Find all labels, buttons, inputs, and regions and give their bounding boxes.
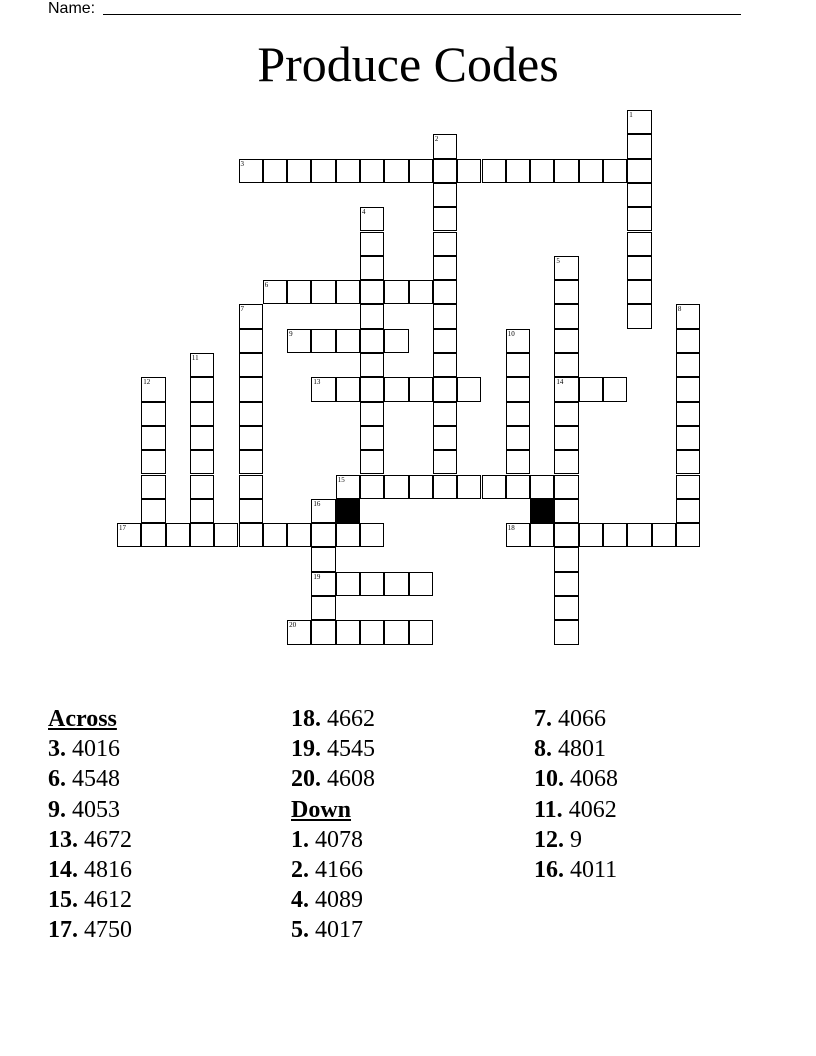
clue-across-6: 6. 4548 xyxy=(48,766,120,793)
grid-cell[interactable] xyxy=(360,402,384,426)
grid-cell[interactable] xyxy=(190,377,214,401)
clue-across-20: 20. 4608 xyxy=(291,766,375,793)
grid-cell[interactable] xyxy=(360,377,384,401)
grid-cell[interactable] xyxy=(141,377,165,401)
cell-number: 3 xyxy=(240,159,244,168)
grid-cell[interactable] xyxy=(360,353,384,377)
grid-cell[interactable] xyxy=(239,426,263,450)
grid-cell[interactable] xyxy=(506,450,530,474)
grid-cell[interactable] xyxy=(239,523,263,547)
cell-number: 20 xyxy=(289,621,297,630)
grid-cell[interactable] xyxy=(676,426,700,450)
grid-cell[interactable] xyxy=(239,304,263,328)
clue-down-1: 1. 4078 xyxy=(291,826,363,853)
grid-cell[interactable] xyxy=(554,499,578,523)
grid-cell[interactable] xyxy=(457,159,481,183)
cell-number: 5 xyxy=(556,256,560,265)
black-square xyxy=(336,499,360,523)
grid-cell[interactable] xyxy=(676,304,700,328)
grid-cell[interactable] xyxy=(287,620,311,644)
grid-cell[interactable] xyxy=(554,523,578,547)
grid-cell[interactable] xyxy=(433,207,457,231)
clue-column-2 xyxy=(291,704,375,946)
grid-cell[interactable] xyxy=(433,304,457,328)
grid-cell[interactable] xyxy=(117,523,141,547)
grid-cell[interactable] xyxy=(627,159,651,183)
grid-cell[interactable] xyxy=(287,280,311,304)
black-square xyxy=(530,499,554,523)
grid-cell[interactable] xyxy=(190,426,214,450)
grid-cell[interactable] xyxy=(433,232,457,256)
grid-cell[interactable] xyxy=(239,329,263,353)
cell-number: 10 xyxy=(507,329,515,338)
clue-across-15: 15. 4612 xyxy=(48,887,132,914)
grid-cell[interactable] xyxy=(336,280,360,304)
grid-cell[interactable] xyxy=(433,475,457,499)
grid-cell[interactable] xyxy=(627,110,651,134)
clue-across-9: 9. 4053 xyxy=(48,796,120,823)
grid-cell[interactable] xyxy=(166,523,190,547)
grid-cell[interactable] xyxy=(336,572,360,596)
grid-cell[interactable] xyxy=(627,183,651,207)
grid-cell[interactable] xyxy=(287,329,311,353)
grid-cell[interactable] xyxy=(360,450,384,474)
grid-cell[interactable] xyxy=(554,329,578,353)
grid-cell[interactable] xyxy=(311,499,335,523)
grid-cell[interactable] xyxy=(311,572,335,596)
grid-cell[interactable] xyxy=(554,475,578,499)
grid-cell[interactable] xyxy=(239,159,263,183)
grid-cell[interactable] xyxy=(311,523,335,547)
grid-cell[interactable] xyxy=(311,547,335,571)
grid-cell[interactable] xyxy=(554,620,578,644)
clue-down-7: 7. 4066 xyxy=(534,706,606,732)
grid-cell[interactable] xyxy=(676,402,700,426)
grid-cell[interactable] xyxy=(554,353,578,377)
grid-cell[interactable] xyxy=(506,159,530,183)
name-label: Name: xyxy=(48,0,96,17)
clue-across-19: 19. 4545 xyxy=(291,736,375,763)
grid-cell[interactable] xyxy=(287,523,311,547)
clue-down-8: 8. 4801 xyxy=(534,736,606,763)
grid-cell[interactable] xyxy=(360,304,384,328)
grid-cell[interactable] xyxy=(239,353,263,377)
grid-cell[interactable] xyxy=(627,134,651,158)
grid-cell[interactable] xyxy=(554,402,578,426)
grid-cell[interactable] xyxy=(384,620,408,644)
cell-number: 8 xyxy=(677,305,682,314)
grid-cell[interactable] xyxy=(360,207,384,231)
grid-cell[interactable] xyxy=(141,475,165,499)
grid-cell[interactable] xyxy=(141,426,165,450)
clue-across-18: 18. 4662 xyxy=(291,706,375,732)
clue-across-13: 13. 4672 xyxy=(48,826,132,853)
grid-cell[interactable] xyxy=(603,159,627,183)
name-field[interactable] xyxy=(48,0,95,18)
grid-cell[interactable] xyxy=(554,377,578,401)
clue-down-16: 16. 4011 xyxy=(534,857,618,884)
grid-cell[interactable] xyxy=(287,159,311,183)
clue-column-3 xyxy=(534,704,618,885)
grid-cell[interactable] xyxy=(433,159,457,183)
grid-cell[interactable] xyxy=(360,620,384,644)
grid-cell[interactable] xyxy=(457,475,481,499)
grid-cell[interactable] xyxy=(579,159,603,183)
grid-cell[interactable] xyxy=(433,353,457,377)
clue-across-17: 17. 4750 xyxy=(48,917,132,944)
grid-cell[interactable] xyxy=(141,499,165,523)
grid-cell[interactable] xyxy=(384,572,408,596)
grid-cell[interactable] xyxy=(239,450,263,474)
cell-number: 14 xyxy=(556,378,564,387)
grid-cell[interactable] xyxy=(409,159,433,183)
grid-cell[interactable] xyxy=(433,450,457,474)
grid-cell[interactable] xyxy=(433,377,457,401)
clue-down-11: 11. 4062 xyxy=(534,796,617,823)
cell-number: 18 xyxy=(507,524,515,533)
grid-cell[interactable] xyxy=(554,280,578,304)
clue-down-2: 2. 4166 xyxy=(291,857,363,884)
grid-cell[interactable] xyxy=(360,523,384,547)
grid-cell[interactable] xyxy=(190,499,214,523)
grid-cell[interactable] xyxy=(506,426,530,450)
grid-cell[interactable] xyxy=(190,402,214,426)
grid-cell[interactable] xyxy=(676,329,700,353)
clue-down-10: 10. 4068 xyxy=(534,766,618,793)
grid-cell[interactable] xyxy=(482,159,506,183)
grid-cell[interactable] xyxy=(263,159,287,183)
grid-cell[interactable] xyxy=(141,450,165,474)
grid-cell[interactable] xyxy=(190,450,214,474)
grid-cell[interactable] xyxy=(360,426,384,450)
grid-cell[interactable] xyxy=(554,256,578,280)
clue-down-4: 4. 4089 xyxy=(291,887,363,914)
grid-cell[interactable] xyxy=(530,523,554,547)
grid-cell[interactable] xyxy=(433,256,457,280)
clue-across-3: 3. 4016 xyxy=(48,736,120,763)
clue-across-14: 14. 4816 xyxy=(48,857,132,884)
grid-cell[interactable] xyxy=(239,475,263,499)
grid-cell[interactable] xyxy=(190,353,214,377)
grid-cell[interactable] xyxy=(239,499,263,523)
cell-number: 13 xyxy=(313,378,321,387)
grid-cell[interactable] xyxy=(652,523,676,547)
clue-column-1 xyxy=(48,704,132,946)
grid-cell[interactable] xyxy=(311,620,335,644)
grid-cell[interactable] xyxy=(384,280,408,304)
grid-cell[interactable] xyxy=(336,523,360,547)
grid-cell[interactable] xyxy=(676,377,700,401)
across-heading: Across xyxy=(48,706,117,732)
grid-cell[interactable] xyxy=(506,377,530,401)
grid-cell[interactable] xyxy=(141,402,165,426)
grid-cell[interactable] xyxy=(311,377,335,401)
grid-cell[interactable] xyxy=(627,207,651,231)
grid-cell[interactable] xyxy=(360,280,384,304)
grid-cell[interactable] xyxy=(603,523,627,547)
grid-cell[interactable] xyxy=(530,159,554,183)
grid-cell[interactable] xyxy=(214,523,238,547)
grid-cell[interactable] xyxy=(263,280,287,304)
grid-cell[interactable] xyxy=(554,547,578,571)
page-title: Produce Codes xyxy=(257,36,559,92)
cell-number: 4 xyxy=(362,208,366,217)
grid-cell[interactable] xyxy=(603,377,627,401)
cell-number: 19 xyxy=(313,572,321,581)
cell-number: 15 xyxy=(337,475,345,484)
cell-number: 16 xyxy=(313,499,321,508)
grid-cell[interactable] xyxy=(554,572,578,596)
grid-cell[interactable] xyxy=(554,450,578,474)
grid-cell[interactable] xyxy=(336,377,360,401)
grid-cell[interactable] xyxy=(409,377,433,401)
grid-cell[interactable] xyxy=(554,159,578,183)
grid-cell[interactable] xyxy=(190,475,214,499)
grid-cell[interactable] xyxy=(360,475,384,499)
cell-number: 9 xyxy=(289,329,293,338)
grid-cell[interactable] xyxy=(433,402,457,426)
grid-cell[interactable] xyxy=(506,475,530,499)
cell-number: 6 xyxy=(264,281,269,290)
grid-cell[interactable] xyxy=(579,377,603,401)
grid-cell[interactable] xyxy=(433,280,457,304)
grid-cell[interactable] xyxy=(676,499,700,523)
grid-cell[interactable] xyxy=(239,402,263,426)
cell-number: 12 xyxy=(143,378,151,387)
grid-cell[interactable] xyxy=(409,572,433,596)
grid-cell[interactable] xyxy=(336,620,360,644)
grid-cell[interactable] xyxy=(190,523,214,547)
grid-cell[interactable] xyxy=(239,377,263,401)
grid-cell[interactable] xyxy=(409,620,433,644)
grid-cell[interactable] xyxy=(457,377,481,401)
grid-cell[interactable] xyxy=(676,450,700,474)
grid-cell[interactable] xyxy=(336,329,360,353)
cell-number: 11 xyxy=(191,354,199,362)
grid-cell[interactable] xyxy=(676,475,700,499)
clue-down-5: 5. 4017 xyxy=(291,917,363,944)
clue-down-12: 12. 9 xyxy=(534,826,582,853)
name-underline xyxy=(103,14,741,15)
grid-cell[interactable] xyxy=(506,402,530,426)
grid-cell[interactable] xyxy=(409,475,433,499)
grid-cell[interactable] xyxy=(360,232,384,256)
grid-cell[interactable] xyxy=(336,159,360,183)
grid-cell[interactable] xyxy=(530,475,554,499)
grid-cell[interactable] xyxy=(433,426,457,450)
grid-cell[interactable] xyxy=(676,353,700,377)
grid-cell[interactable] xyxy=(579,523,603,547)
grid-cell[interactable] xyxy=(360,159,384,183)
grid-cell[interactable] xyxy=(554,304,578,328)
down-heading: Down xyxy=(291,796,352,823)
grid-cell[interactable] xyxy=(506,329,530,353)
grid-cell[interactable] xyxy=(311,596,335,620)
grid-cell[interactable] xyxy=(627,304,651,328)
grid-cell[interactable] xyxy=(554,426,578,450)
cell-number: 7 xyxy=(240,305,244,314)
grid-cell[interactable] xyxy=(384,475,408,499)
grid-cell[interactable] xyxy=(433,183,457,207)
grid-cell[interactable] xyxy=(409,280,433,304)
grid-cell[interactable] xyxy=(360,256,384,280)
grid-cell[interactable] xyxy=(311,159,335,183)
grid-cell[interactable] xyxy=(360,329,384,353)
grid-cell[interactable] xyxy=(384,377,408,401)
grid-cell[interactable] xyxy=(433,134,457,158)
grid-cell[interactable] xyxy=(433,329,457,353)
grid-cell[interactable] xyxy=(311,280,335,304)
grid-cell[interactable] xyxy=(384,329,408,353)
cell-number: 17 xyxy=(119,524,126,533)
cell-number: 2 xyxy=(434,135,439,144)
grid-cell[interactable] xyxy=(627,232,651,256)
grid-cell[interactable] xyxy=(506,353,530,377)
grid-cell[interactable] xyxy=(384,159,408,183)
grid-cell[interactable] xyxy=(336,475,360,499)
grid-cell[interactable] xyxy=(676,523,700,547)
grid-cell[interactable] xyxy=(360,572,384,596)
grid-cell[interactable] xyxy=(311,329,335,353)
grid-cell[interactable] xyxy=(627,256,651,280)
grid-cell[interactable] xyxy=(627,523,651,547)
grid-cell[interactable] xyxy=(627,280,651,304)
grid-cell[interactable] xyxy=(263,523,287,547)
grid-cell[interactable] xyxy=(482,475,506,499)
grid-cell[interactable] xyxy=(554,596,578,620)
grid-cell[interactable] xyxy=(506,523,530,547)
cell-number: 1 xyxy=(629,111,633,119)
grid-cell[interactable] xyxy=(141,523,165,547)
